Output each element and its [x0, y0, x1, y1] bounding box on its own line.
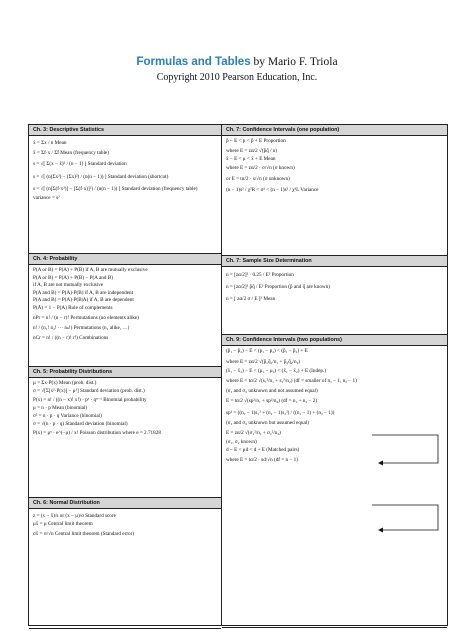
formula-line: if A, B are not mutually exclusive: [33, 282, 104, 289]
formula-line: μ = n · p Mean (binomial): [33, 405, 88, 412]
section-header: Ch. 7: Confidence Intervals (one population): [222, 125, 447, 136]
copyright-line: Copyright 2010 Pearson Education, Inc.: [156, 72, 318, 83]
formula-line: E = zα/2 √(σ₁²/n₁ + σ₂²/n₂): [226, 430, 281, 437]
formula-line: (x̄₁ − x̄₂) − E < (μ₁ − μ₂) < (x̄₁ − x̄₂) + E (Indep.): [226, 367, 326, 374]
section-header: Ch. 6: Normal Distribution: [29, 498, 221, 509]
formula-line: sp² = ((n₁ − 1)s₁² + (n₂ − 1)s₂²) / ((n₁ − 1) + (n₂ − 1)): [226, 410, 335, 417]
formula-line: σx̄ = σ/√n Central limit theorem (Standard error): [33, 530, 135, 537]
formula-line: d̄ − E < μd < d̄ + E (Matched pairs): [226, 446, 300, 453]
right-column: [222, 125, 447, 625]
title-main: Formulas and Tables: [136, 56, 251, 68]
formula-line: σ² = n · p · q Variance (binomial): [33, 412, 102, 419]
section-ch-7-confidence-intervals-one-population: [222, 125, 447, 256]
formula-line: where E = zα/2 · σ/√n (σ known): [226, 165, 295, 172]
formula-line: n! / (n₁! n₂! ··· nₖ!) Permutations (n₁ alike, …): [33, 324, 130, 331]
formula-line: x̄ − E < μ < x̄ + E Mean: [226, 155, 276, 162]
formula-line: variance = s²: [33, 195, 60, 202]
formula-line: s = √[ (n(Σx²) − (Σx)²) / (n(n − 1)) ] Standard deviation (shortcut): [33, 173, 169, 180]
title-author: by Mario F. Triola: [250, 56, 338, 68]
formula-line: where E = tα/2 · sd/√n (df = n − 1): [226, 456, 298, 463]
formula-line: nCr = n! / ((n − r)! r!) Combinations: [33, 334, 109, 341]
formula-line: where E = tα/2 √(s₁²/n₁ + s₂²/n₂) (df = smaller of n₁ − 1, n₂ − 1): [226, 378, 357, 385]
formula-line: (σ₁ and σ₂ unknown and not assumed equal): [226, 387, 318, 394]
formula-line: n = [zα/2]² · 0.25 / E² Proportion: [226, 272, 294, 278]
formula-line: (n − 1)s² / χ²R < σ² < (n − 1)s² / χ²L Variance: [226, 186, 319, 193]
formula-line: σ = √[Σ[x²·P(x)] − μ²] Standard deviation (prob. dist.): [33, 387, 145, 394]
section-ch-9-confidence-intervals-two-populations: [222, 335, 447, 628]
formula-line: (σ₁, σ₂ known): [226, 439, 257, 446]
section-ch-3-descriptive-statistics: [29, 125, 221, 254]
formula-line: x̄ = Σf·x / Σf Mean (frequency table): [33, 150, 109, 157]
section-ch-4-probability: [29, 254, 221, 367]
document-title: [0, 56, 474, 68]
section-ch-5-probability-distributions: [29, 367, 221, 498]
formula-line: (p̂₁ − p̂₂) − E < (p₁ − p₂) < (p̂₁ − p̂₂) + E: [226, 348, 308, 354]
formula-line: where E = zα/2 √(p̂q̂ / n): [226, 147, 278, 154]
section-body: [29, 136, 221, 204]
formula-line: n = [zα/2]² p̂q̂ / E² Proportion (p̂ and q̂ are known): [226, 284, 330, 291]
formula-line: s = √[ Σ(x − x̄)² / (n − 1) ] Standard deviation: [33, 161, 127, 168]
formula-line: P(A or B) = P(A) + P(B) if A, B are mutually exclusive: [33, 267, 148, 273]
section-body: [29, 265, 221, 344]
formula-line: n = [ zα/2 σ / E ]² Mean: [226, 296, 276, 303]
section-ch-6-normal-distribution: [29, 498, 221, 629]
section-header: Ch. 9: Confidence Intervals (two populations): [222, 335, 447, 346]
section-body: [29, 378, 221, 439]
left-column: [29, 125, 222, 625]
formula-line: P(Ā) = 1 − P(A) Rule of complements: [33, 304, 113, 311]
formula-line: (σ₁ and σ₂ unknown but assumed equal): [226, 419, 309, 426]
formula-line: s = √[ (n[Σ(f·x²)] − [Σ(f·x)]²) / (n(n − 1)) ] Standard deviation (frequency table): [33, 185, 198, 192]
formula-line: z = (x − x̄)/s or (x − μ)/σ Standard score: [33, 513, 116, 519]
formula-line: nPr = n! / (n − r)! Permutations (no elements alike): [33, 314, 139, 321]
section-body: [222, 267, 447, 307]
formula-line: μ = Σx·P(x) Mean (prob. dist.): [33, 380, 97, 386]
formula-line: P(A or B) = P(A) + P(B) − P(A and B): [33, 274, 113, 281]
section-header: Ch. 3: Descriptive Statistics: [29, 125, 221, 136]
formula-line: σ = √(n · p · q) Standard deviation (binomial): [33, 420, 128, 427]
section-ch-7-sample-size-determination: [222, 256, 447, 335]
section-body: [222, 136, 447, 197]
formula-line: p̂ − E < p < p̂ + E Proportion: [226, 138, 286, 144]
section-body: [222, 346, 447, 466]
formula-line: μx̄ = μ Central limit theorem: [33, 521, 93, 528]
formula-line: E = tα/2 √(sp²/n₁ + sp²/n₂) (df = n₁ + n₂ − 2): [226, 398, 318, 405]
formula-line: or E = tα/2 · s/√n (σ unknown): [226, 175, 290, 182]
formula-line: P(x) = n! / ((n − x)! x!) · pˣ · qⁿ⁻ˣ Binomial probability: [33, 397, 147, 404]
section-header: Ch. 5: Probability Distributions: [29, 367, 221, 378]
formula-line: P(A and B) = P(A)·P(B|A) if A, B are dependent: [33, 297, 134, 304]
formula-sheet: [28, 124, 448, 626]
section-header: Ch. 7: Sample Size Determination: [222, 256, 447, 267]
formula-line: x̄ = Σx / n Mean: [33, 140, 67, 146]
formula-line: P(x) = μˣ · e^(−μ) / x! Poisson distribution where e = 2.71828: [33, 430, 161, 437]
section-body: [29, 509, 221, 540]
formula-line: where E = zα/2 √(p̂₁q̂₁/n₁ + p̂₂q̂₂/n₂): [226, 358, 301, 365]
section-header: Ch. 4: Probability: [29, 254, 221, 265]
formula-line: P(A and B) = P(A)·P(B) if A, B are independent: [33, 289, 134, 296]
